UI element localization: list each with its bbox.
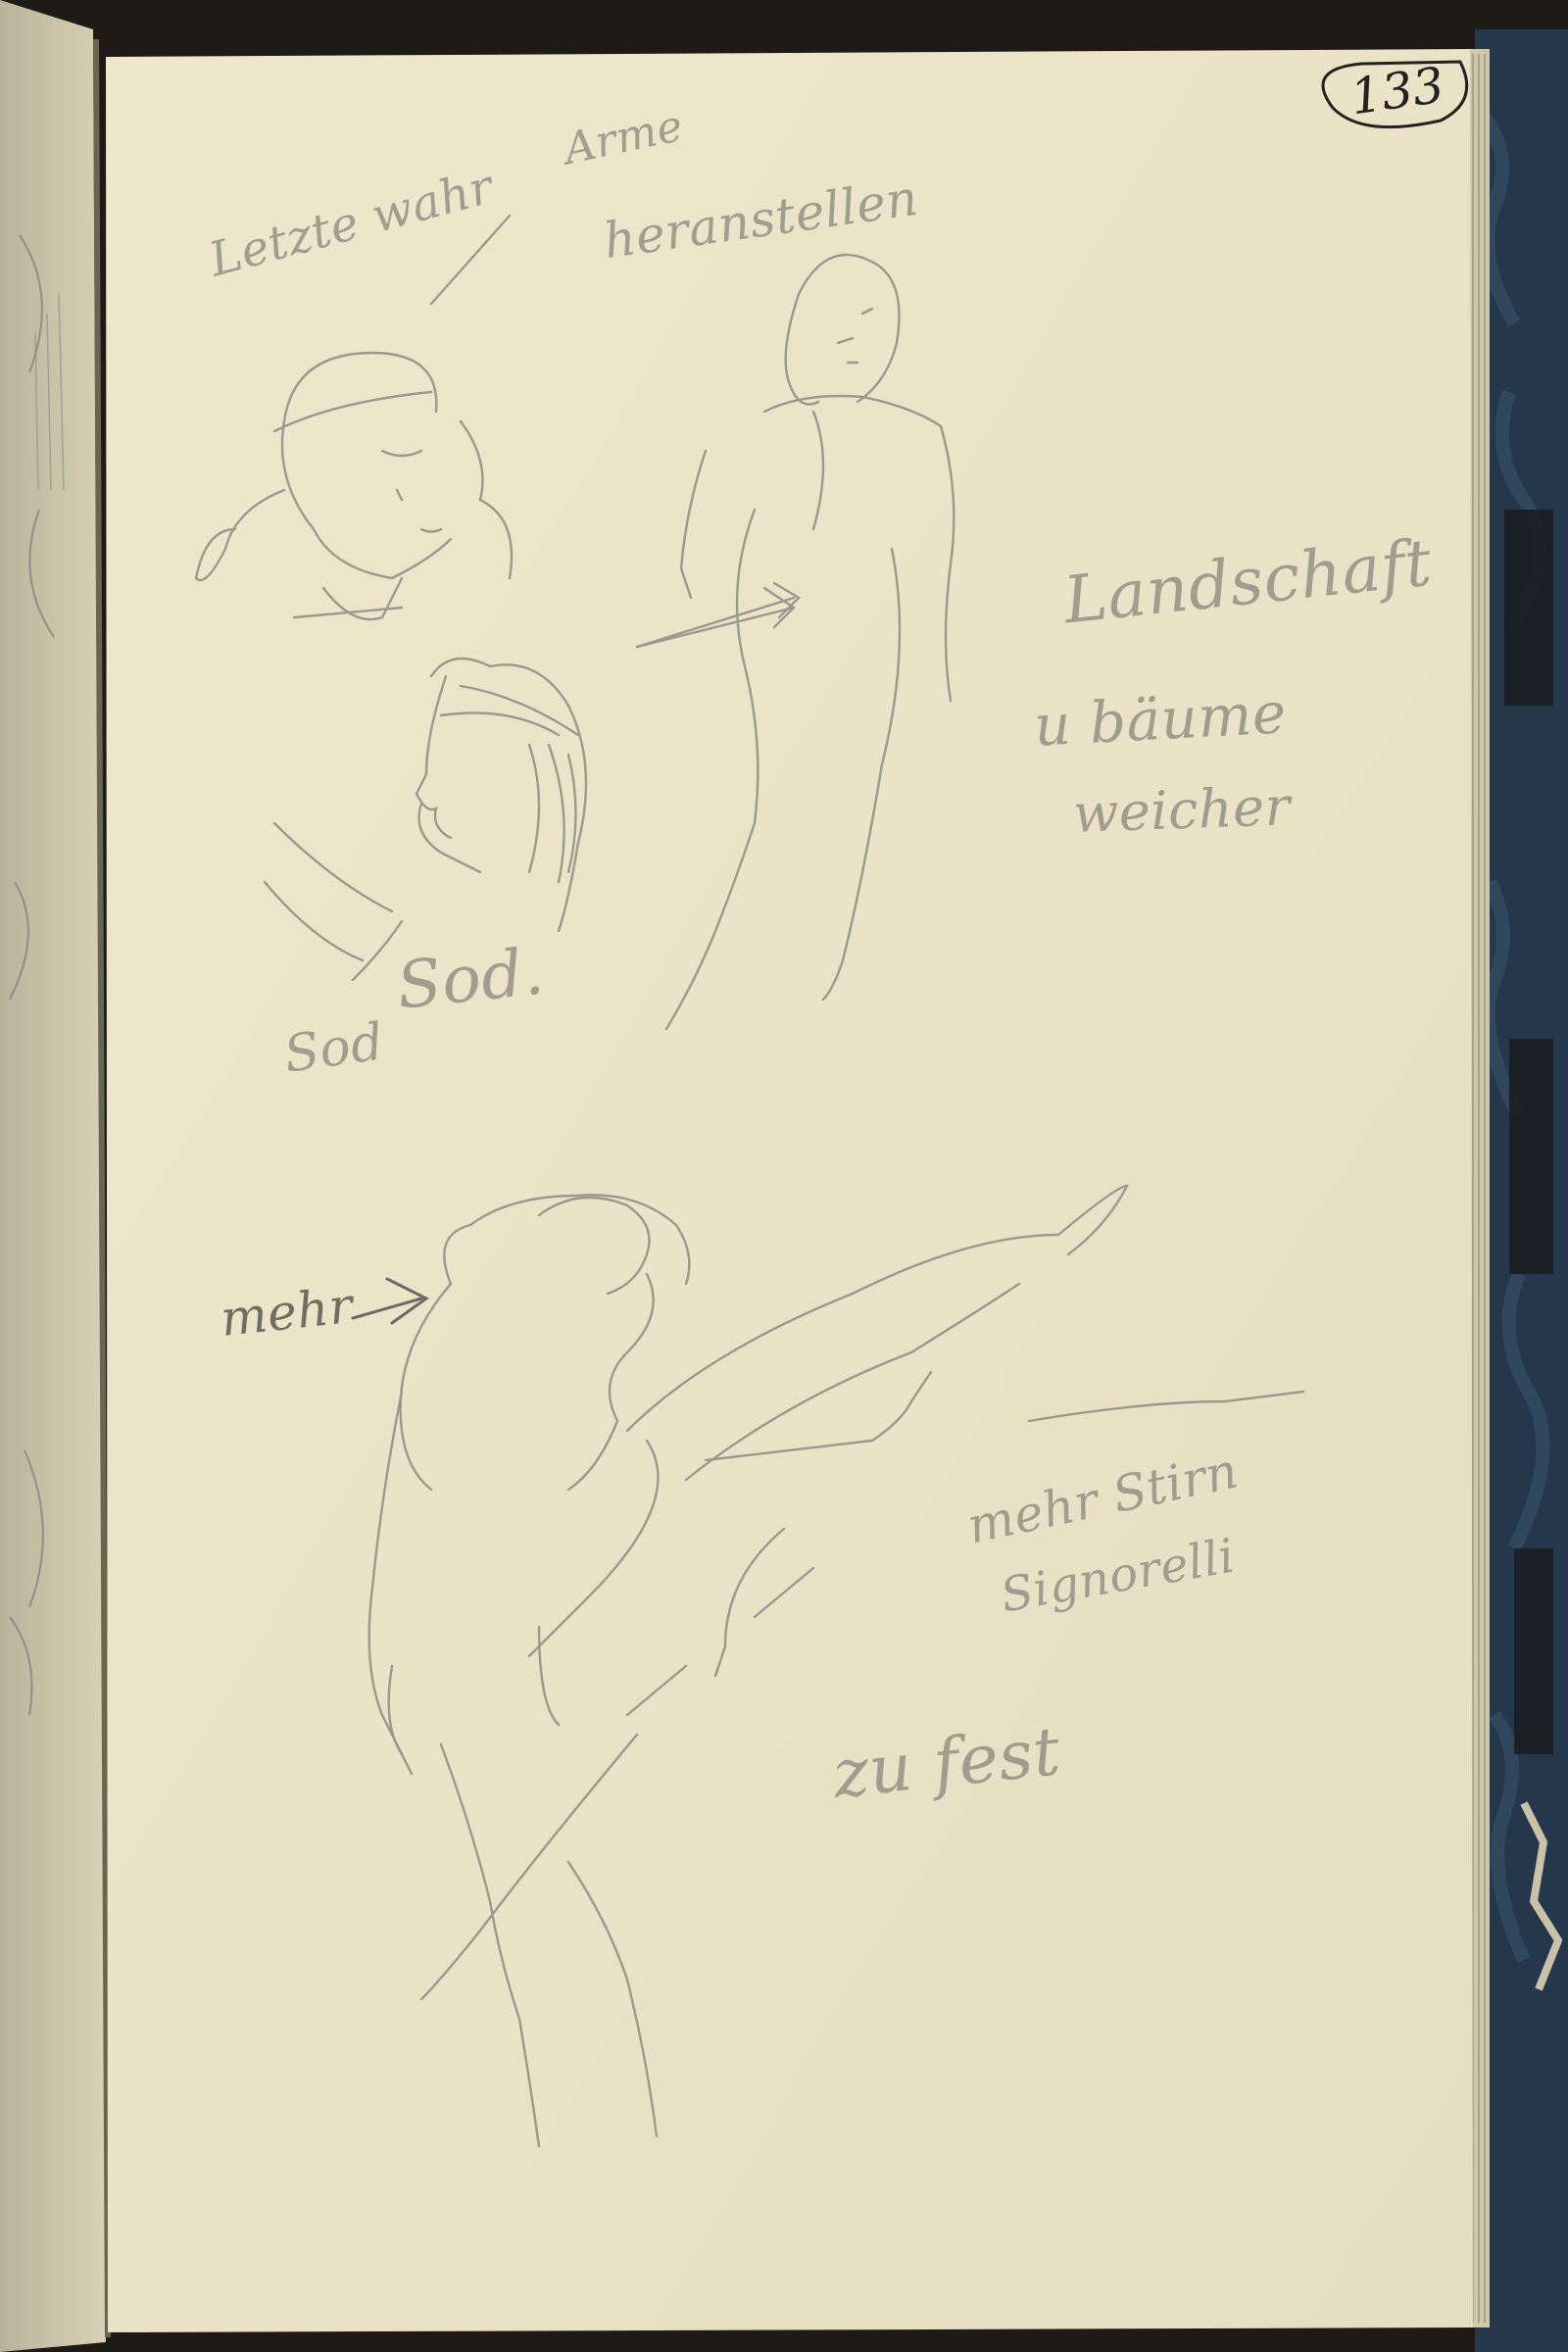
note-landschaft: Landschaft xyxy=(1060,524,1436,639)
note-weicher: weicher xyxy=(1071,775,1292,845)
note-heranstellen: heranstellen xyxy=(600,169,922,270)
note-letzte-wahr: Letzte wahr xyxy=(203,159,500,288)
note-signorelli: Signorelli xyxy=(996,1528,1240,1624)
sketchbook-page xyxy=(106,49,1473,2332)
left-page xyxy=(0,0,108,2352)
note-sod-large: Sod. xyxy=(393,933,548,1024)
note-u-baume: u bäume xyxy=(1032,679,1289,760)
page-number: 133 xyxy=(1347,56,1448,126)
note-mehr: mehr xyxy=(218,1277,356,1348)
note-mehr-stirn: mehr Stirn xyxy=(962,1442,1244,1555)
note-arme: Arme xyxy=(560,100,688,175)
note-zu-fest: zu fest xyxy=(829,1713,1064,1814)
note-sod-small: Sod xyxy=(280,1012,388,1085)
